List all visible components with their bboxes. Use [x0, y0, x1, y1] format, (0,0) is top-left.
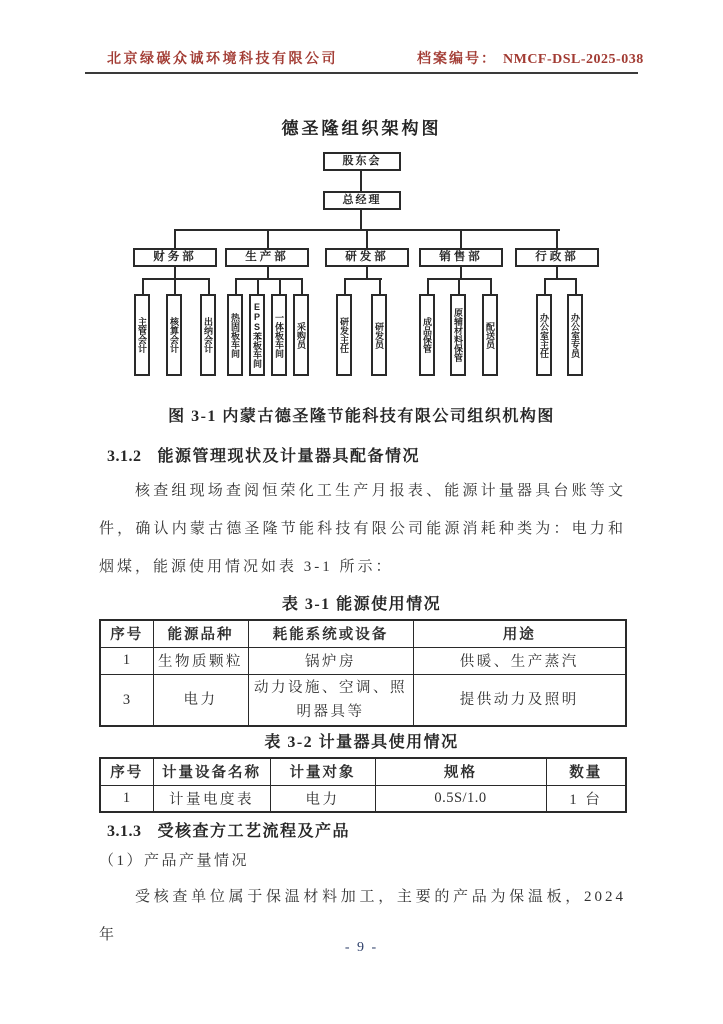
connector-line [556, 229, 558, 248]
org-box-cost-accountant: 核算会计 [166, 294, 182, 376]
org-box-materials-keeper: 原辅材料保管 [450, 294, 466, 376]
table-cell: 电力 [270, 785, 375, 812]
org-box-shareholders: 股东会 [323, 152, 401, 171]
table-cell: 1 [100, 785, 153, 812]
table-cell: 锅炉房 [248, 647, 413, 674]
paragraph-product-info: 受核查单位属于保温材料加工，主要的产品为保温板，2024 年 [99, 889, 626, 943]
section-title: 受核查方工艺流程及产品 [157, 823, 351, 840]
org-box-cashier-accountant: 出纳会计 [200, 294, 216, 376]
org-box-chief-accountant: 主管会计 [134, 294, 150, 376]
column-header: 数量 [546, 758, 626, 785]
header-rule [85, 72, 638, 74]
table-row [100, 674, 626, 726]
connector-line [267, 229, 269, 248]
connector-line [279, 278, 281, 294]
table-row [100, 785, 626, 812]
column-header: 序号 [100, 620, 153, 647]
org-box-dept-finance: 财务部 [133, 248, 217, 267]
table-cell: 提供动力及照明 [413, 674, 626, 726]
section-heading-313 [107, 818, 350, 841]
section-number: 3.1.3 [107, 823, 142, 840]
connector-line [379, 278, 381, 294]
connector-line [344, 278, 346, 294]
connector-line [490, 278, 492, 294]
connector-line [208, 278, 210, 294]
connector-line [458, 278, 460, 294]
org-box-finished-goods-keeper: 成品保管 [419, 294, 435, 376]
section-heading-312 [107, 443, 420, 466]
org-box-eps-workshop: EPS苯板车间 [249, 294, 265, 376]
org-box-thermoset-workshop: 热固板车间 [227, 294, 243, 376]
table-32-caption: 表 3-2 计量器具使用情况 [264, 734, 459, 751]
connector-line [235, 278, 237, 294]
page-number: - 9 - [344, 940, 379, 955]
connector-line [544, 278, 577, 280]
column-header: 规格 [375, 758, 546, 785]
connector-line [174, 278, 176, 294]
column-header: 能源品种 [153, 620, 248, 647]
paragraph-energy-overview: 核查组现场查阅恒荣化工生产月报表、能源计量器具台账等文件，确认内蒙古德圣隆节能科技有限公司能源消耗种类为：电力和烟煤，能源使用情况如表 3-1 所示： [99, 483, 626, 575]
connector-line [235, 278, 303, 280]
connector-line [427, 278, 429, 294]
section-title: 能源管理现状及计量器具配备情况 [157, 448, 421, 465]
connector-line [544, 278, 546, 294]
connector-line [301, 278, 303, 294]
subsection-product-output: （1）产品产量情况 [99, 853, 250, 869]
connector-line [366, 229, 368, 248]
org-box-dept-sales: 销售部 [419, 248, 503, 267]
org-box-rnd-staff: 研发员 [371, 294, 387, 376]
orgchart-title: 德圣隆组织架构图 [281, 119, 442, 138]
connector-line [142, 278, 144, 294]
connector-line [360, 171, 362, 191]
org-box-delivery-staff: 配送员 [482, 294, 498, 376]
section-number: 3.1.2 [107, 448, 142, 465]
archive-number: NMCF-DSL-2025-038 [503, 52, 644, 67]
column-header: 用途 [413, 620, 626, 647]
org-box-dept-production: 生产部 [225, 248, 309, 267]
connector-line [575, 278, 577, 294]
column-header: 计量设备名称 [153, 758, 270, 785]
table-cell: 3 [100, 674, 153, 726]
connector-line [360, 210, 362, 230]
column-header: 计量对象 [270, 758, 375, 785]
table-cell: 0.5S/1.0 [375, 785, 546, 812]
table-cell: 生物质颗粒 [153, 647, 248, 674]
connector-line [142, 278, 210, 280]
table-metering-devices [99, 757, 627, 813]
org-box-office-specialist: 办公室专员 [567, 294, 583, 376]
table-row [100, 647, 626, 674]
column-header: 序号 [100, 758, 153, 785]
org-box-general-manager: 总经理 [323, 191, 401, 210]
table-energy-usage [99, 619, 627, 727]
column-header: 耗能系统或设备 [248, 620, 413, 647]
figure-caption: 图 3-1 内蒙古德圣隆节能科技有限公司组织机构图 [168, 408, 555, 425]
table-cell: 电力 [153, 674, 248, 726]
header-company-name: 北京绿碳众诚环境科技有限公司 [107, 52, 338, 67]
table-cell: 动力设施、空调、照明器具等 [248, 674, 413, 726]
org-box-office-director: 办公室主任 [536, 294, 552, 376]
table-31-caption: 表 3-1 能源使用情况 [281, 596, 442, 613]
connector-line [344, 278, 382, 280]
org-box-rnd-director: 研发主任 [336, 294, 352, 376]
table-header-row [100, 620, 626, 647]
connector-line [174, 229, 176, 248]
connector-line [257, 278, 259, 294]
archive-label: 档案编号： [417, 52, 497, 67]
org-box-integrated-board-workshop: 一体板车间 [271, 294, 287, 376]
table-cell: 供暖、生产蒸汽 [413, 647, 626, 674]
org-box-dept-rnd: 研发部 [325, 248, 409, 267]
table-cell: 1 [100, 647, 153, 674]
header-archive [417, 48, 644, 68]
table-cell: 计量电度表 [153, 785, 270, 812]
connector-line [460, 229, 462, 248]
org-box-dept-admin: 行政部 [515, 248, 599, 267]
table-cell: 1 台 [546, 785, 626, 812]
table-header-row [100, 758, 626, 785]
org-box-purchaser: 采购员 [293, 294, 309, 376]
